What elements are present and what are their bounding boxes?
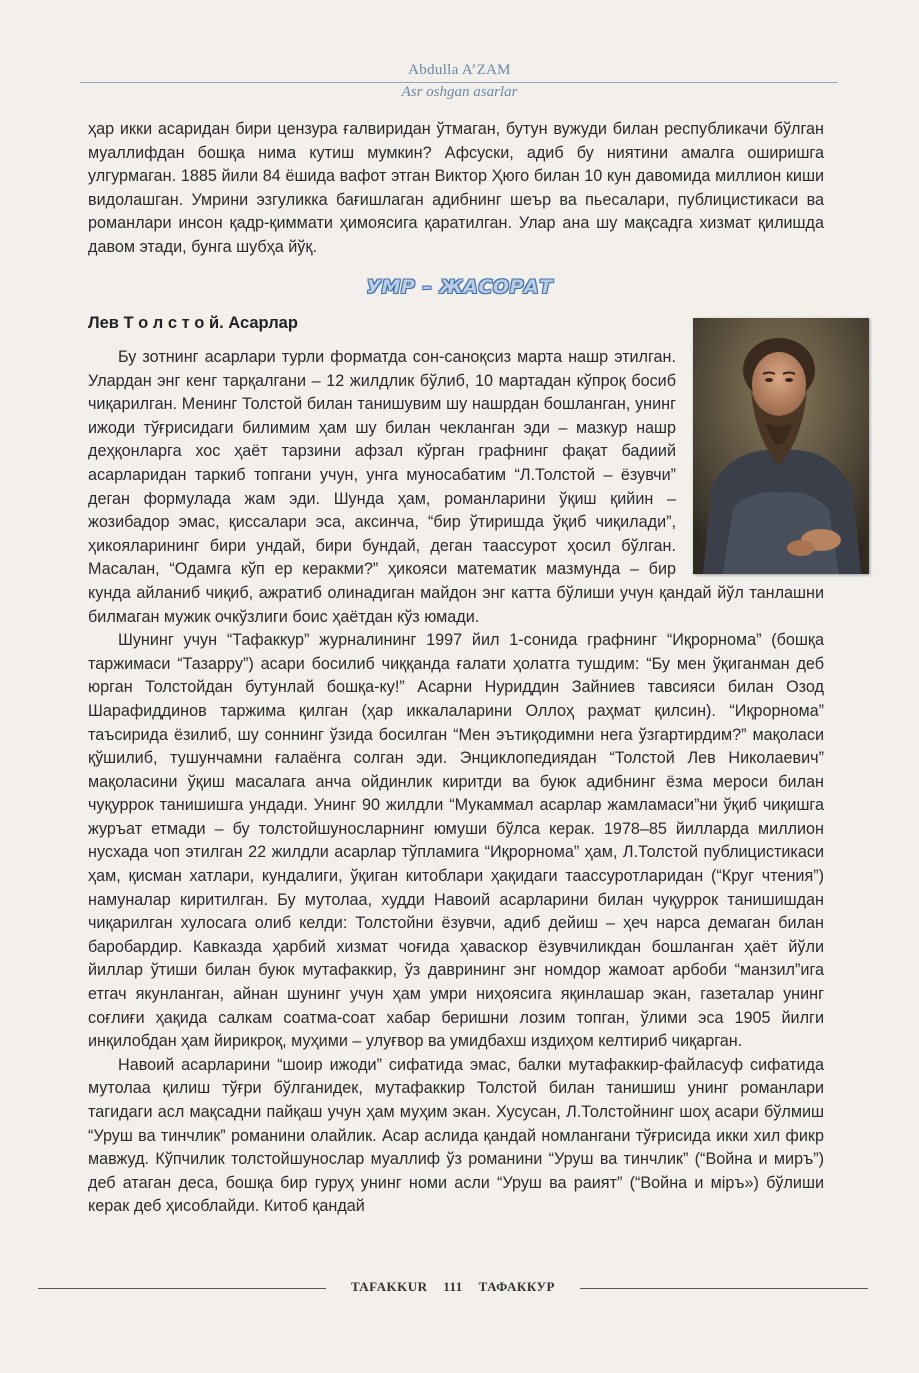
article-body xyxy=(88,346,824,1219)
footer-rule-right xyxy=(580,1288,868,1289)
footer-journal-latin: TAFAKKUR xyxy=(351,1279,428,1294)
page-number: 111 xyxy=(443,1279,463,1294)
footer-journal-cyrillic: ТАФАККУР xyxy=(478,1279,555,1294)
portrait-wrap-spacer xyxy=(676,346,824,572)
header-divider xyxy=(80,82,838,83)
paragraph-2: Шунинг учун “Тафаккур” журналининг 1997 йил 1-сонида графнинг “Иқрорнома” (бошқа таржимаси “Тазарру”) асари босилиб чиққанда ғалати ҳолатга тушдим: “Бу мен ўқиганман деб юрган Толстойдан бутунлай бошқа-ку!” Асарни Нуриддин Зайниев тавсияси билан Озод Шарафиддинов таржима қилган (ҳар иккалаларини Оллоҳ раҳмат қилсин). “Иқрорнома” таъсирида ёзилиб, шу соннинг ўзида босилган “Мен эътиқодимни нега ўзгартирдим?” мақоласи қўшилиб, тушунчамни ғалаёнга солган эди. Энциклопедиядан “Толстой Лев Николаевич” мақоласини ўқиш масалага анча ойдинлик киритди ва буюк адибнинг ёзма мероси билан чуқуррок танишишга ундади. Унинг 90 жилдли “Мукаммал асарлар жамламаси”ни ўқиб чиқишга журъат етмади – бу толстойшуносларнинг юмуши бўлса керак. 1978–85 йилларда миллион нусхада чоп этилган 22 жилдли асарлар тўпламига “Иқрорнома” ҳам, Л.Толстой публицистикаси ҳам, қисман хатлари, кундалиги, ўқиган китоблари ҳақидаги таассуротларидан (“Круг чтения”) намуналар киритилган. Бу мутолаа, худди Навоий асарларини билан чуқуррок танишишдан чиқарилган хулосага олиб келди: Толстойни ёзувчи, адиб дейиш – ҳеч нарса демаган билан баробардир. Кавказда ҳарбий хизмат чоғида ҳаваскор ёзувчиликдан бошланган ҳаёт йўли йиллар ўтиши билан буюк мутафаккир, ўз даврининг энг номдор жамоат арбоби “манзил”ига етгач якунланган, айнан шунинг учун ҳам умри ниҳоясига яқинлашар экан, газеталар унинг соғлиғи ҳақида салкам соатма-соат хабар беришни лозим топган, ўлими эса 1905 йилги инқилобдан ҳам йирикроқ, муҳими – улуғвор ва умидбахш издиҳом келтириб чиқарган. xyxy=(88,631,824,1051)
article-title: Лев Т о л с т о й. Асарлар xyxy=(88,314,298,332)
section-heading: УМР – ЖАСОРАТ xyxy=(366,276,553,298)
paragraph-1: Бу зотнинг асарлари турли форматда сон-саноқсиз марта нашр этилган. Улардан энг кенг тарқалгани – 12 жилдлик бўлиб, 10 мартадан кўпроқ босиб чиқарилган. Менинг Толстой билан танишувим шу нашрдан бошланган, унинг ижоди тўғрисидаги билимим ҳам шу билан чекланган эди – мазкур нашр деҳқонларга хос ҳаёт тарзини афзал кўрган графнинг фақат бадиий асарларидан таркиб топгани учун, унга муносабатим “Л.Толстой – ёзувчи” деган формулада жам эди. Шунда ҳам, романларини ўқиш қийин – жозибадор эмас, қиссалари эса, аксинча, “бир ўтиришда ўқиб чиқилади”, ҳикояларининг бири ундай, бири бундай, деган таассурот ҳосил бўлган. Масалан, “Одамга кўп ер керакми?” ҳикояси математик мазмунда – бир кунда айланиб чиқиб, ажратиб олинадиган майдон энг катта бўлиши учун қандай йўл танлашни билмаган мужик очкўзлиги боис ҳаётдан кўз юмади. xyxy=(88,348,824,626)
running-header-author: Abdulla A’ZAM xyxy=(408,62,511,78)
footer-rule-left xyxy=(38,1288,326,1289)
running-header-book-title: Asr oshgan asarlar xyxy=(401,84,518,100)
paragraph-3: Навоий асарларини “шоир ижоди” сифатида эмас, балки мутафаккир-файласуф сифатида мутолаа қилиш тўғри бўлганидек, мутафаккир Толстой билан танишиш унинг романлари тагидаги асл мақсадни пайқаш учун ҳам муҳим экан. Хусусан, Л.Толстойнинг шоҳ асари бўлмиш “Уруш ва тинчлик” романини олайлик. Асар аслида қандай номлангани тўғрисида икки хил фикр мавжуд. Кўпчилик толстойшунослар муаллиф ўз романини “Уруш ва тинчлик” (“Война и миръ”) деб атаган деса, бошқа бир гуруҳ унинг номи асли “Уруш ва раият” (“Война и міръ») бўлиши керак деб ҳисоблайди. Китоб қандай xyxy=(88,1055,824,1216)
intro-paragraph: ҳар икки асаридан бири цензура ғалвиридан ўтмаган, бутун вужуди билан республикачи бўлган муаллифдан бошқа нима кутиш мумкин? Афсуски, адиб бу ниятини амалга оширишга улгурмаган. 1885 йили 84 ёшида вафот этган Виктор Ҳюго билан 10 кун давомида миллион киши видолашган. Умрини эзгуликка бағишлаган адибнинг шеър ва пьесалари, публицистикаси ва романлари инсон қадр-қиммати ҳимоясига қаратилган. Улар ана шу мақсадга хизмат қилишда давом этади, бунга шубҳа йўқ. xyxy=(88,120,824,256)
footer xyxy=(330,1279,576,1295)
